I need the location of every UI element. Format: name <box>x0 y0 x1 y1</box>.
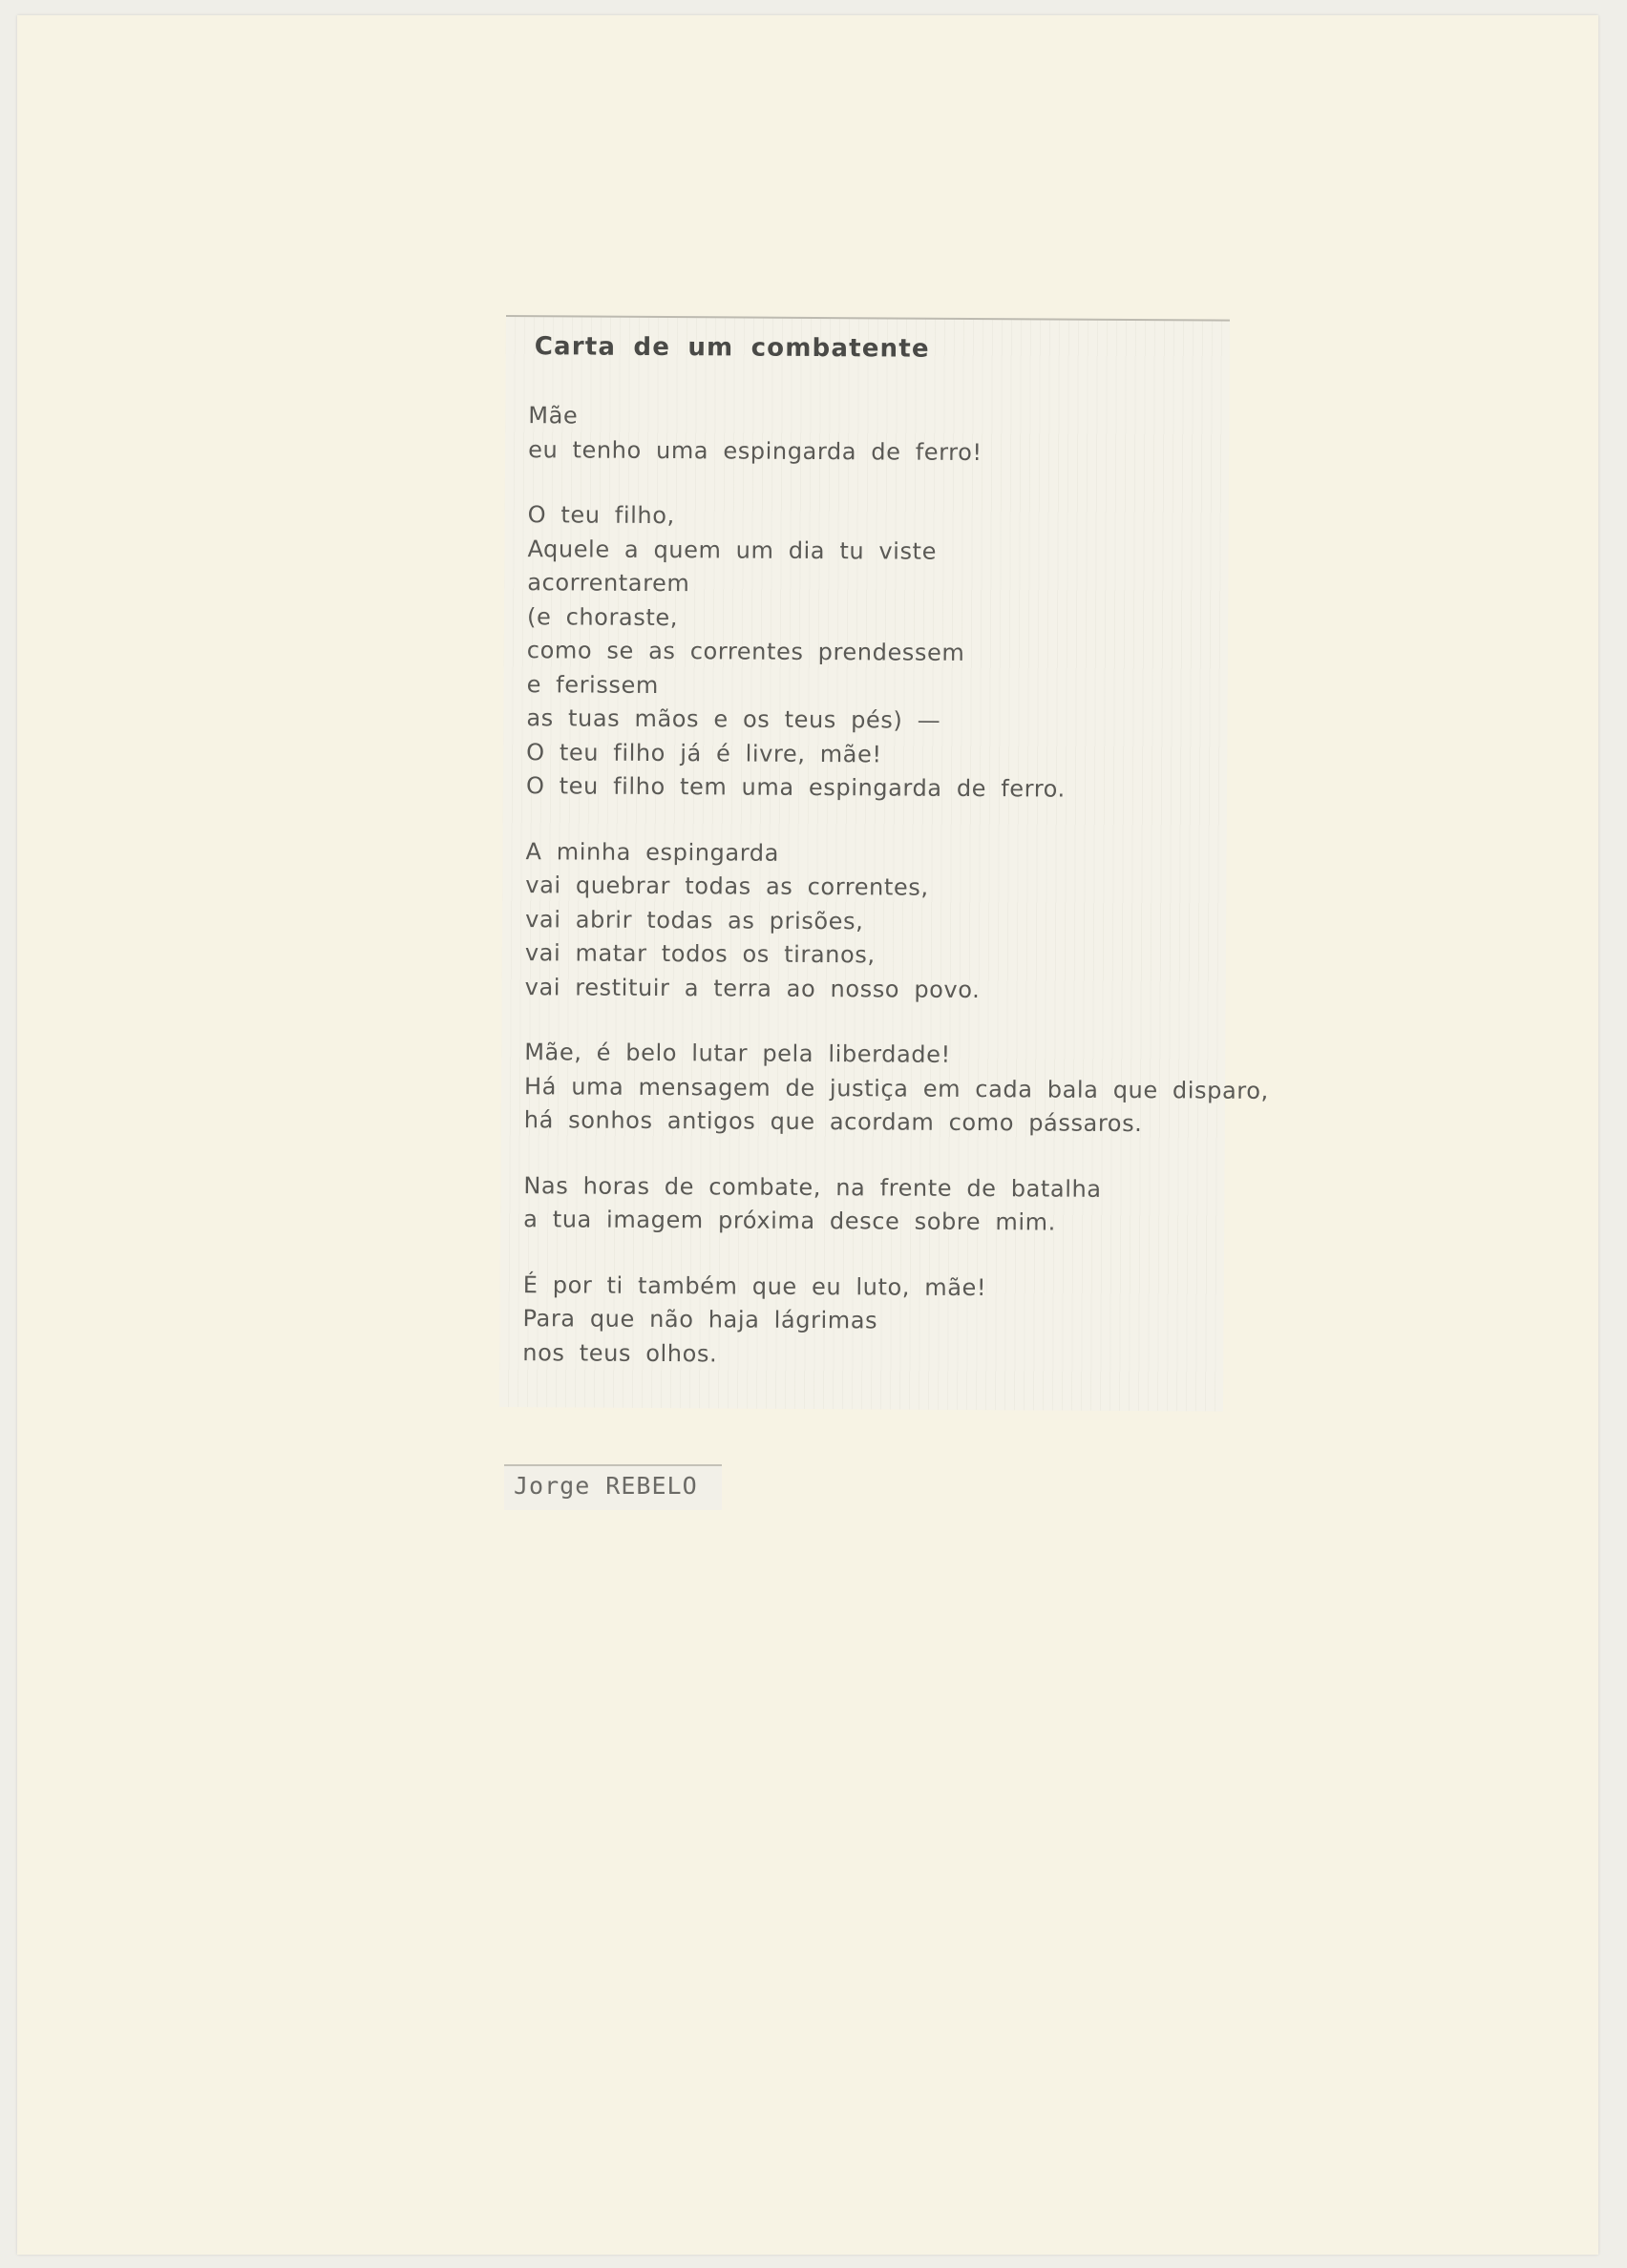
stanza-5 <box>523 1169 1220 1241</box>
poem-line: É por ti também que eu luto, mãe! <box>522 1270 987 1301</box>
poem-line: como se as correntes prendessem <box>526 637 965 666</box>
poem-line: a tua imagem próxima desce sobre mim. <box>523 1206 1056 1236</box>
poem-line: (e choraste, <box>526 602 679 631</box>
stanza-4 <box>523 1036 1269 1142</box>
stanza-3 <box>525 835 1223 1009</box>
poem-clipping <box>499 315 1269 1412</box>
poem-line: Mãe, é belo lutar pela liberdade! <box>524 1039 951 1068</box>
poem-line: vai abrir todas as prisões, <box>525 905 864 934</box>
poem-line: Mãe <box>528 402 579 430</box>
poem-line: O teu filho, <box>527 501 675 530</box>
stanza-2 <box>526 498 1225 808</box>
poem-line: A minha espingarda <box>525 837 780 867</box>
author-signature-strip <box>504 1464 722 1510</box>
poem-line: vai restituir a terra ao nosso povo. <box>524 973 981 1003</box>
poem-title: Carta de um combatente <box>534 332 930 364</box>
poem-line: nos teus olhos. <box>522 1338 718 1367</box>
poem-line: O teu filho tem uma espingarda de ferro. <box>525 772 1066 803</box>
poem-line: eu tenho uma espingarda de ferro! <box>528 435 983 466</box>
paper-sheet <box>17 15 1598 2255</box>
stanza-1 <box>528 399 1225 471</box>
poem-line: vai matar todos os tiranos, <box>524 939 876 969</box>
poem-line: as tuas mãos e os teus pés) — <box>526 704 941 734</box>
stanza-6 <box>522 1269 1220 1375</box>
poem-line: e ferissem <box>526 670 660 699</box>
poem-line: O teu filho já é livre, mãe! <box>526 738 882 767</box>
poem-line: acorrentarem <box>527 569 690 598</box>
poem-line: há sonhos antigos que acordam como pássaros. <box>523 1106 1143 1138</box>
author-name: Jorge REBELO <box>514 1472 698 1500</box>
poem-line: Aquele a quem um dia tu viste <box>527 535 938 565</box>
poem-body <box>522 399 1269 1405</box>
poem-line: vai quebrar todas as correntes, <box>525 872 929 901</box>
poem-line: Nas horas de combate, na frente de batalha <box>523 1171 1102 1203</box>
poem-line: Há uma mensagem de justiça em cada bala que disparo, <box>523 1072 1269 1104</box>
poem-line: Para que não haja lágrimas <box>522 1305 878 1334</box>
